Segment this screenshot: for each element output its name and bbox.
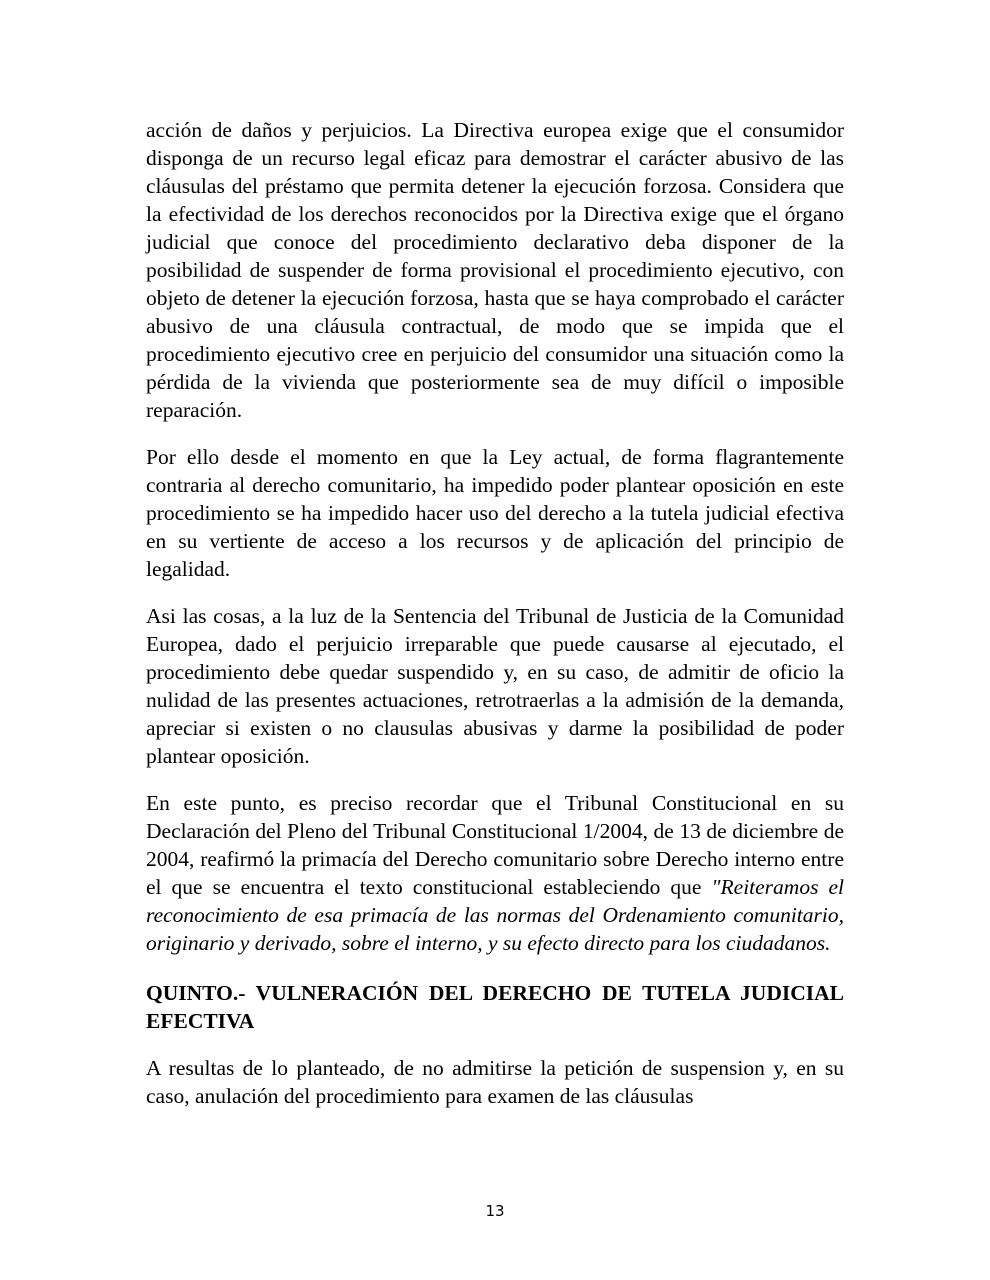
paragraph-tribunal-constitucional bbox=[146, 789, 844, 957]
document-body bbox=[146, 116, 844, 1129]
paragraph-a-resultas: A resultas de lo planteado, de no admitirse la petición de suspension y, en su caso, anulación del procedimiento para examen de las cláusulas bbox=[146, 1056, 844, 1108]
paragraph-asi-las-cosas: Asi las cosas, a la luz de la Sentencia del Tribunal de Justicia de la Comunidad Europea, dado el perjuicio irreparable que puede causarse al ejecutado, el procedimiento debe quedar suspendido y, en su caso, de admitir de oficio la nulidad de las presentes actuaciones, retrotraerlas a la admisión de la demanda, apreciar si existen o no clausulas abusivas y darme la posibilidad de poder plantear oposición. bbox=[146, 604, 844, 768]
paragraph-tribunal-constitucional-text: En este punto, es preciso recordar que el Tribunal Constitucional en su Declaración del Pleno del Tribunal Constitucional 1/2004, de 13 de diciembre de 2004, reafirmó la primacía del Derecho comunitario sobre Derecho interno entre el que se encuentra el texto constitucional estableciendo que bbox=[146, 791, 844, 899]
paragraph-por-ello: Por ello desde el momento en que la Ley actual, de forma flagrantemente contraria al derecho comunitario, ha impedido poder plantear oposición en este procedimiento se ha impedido hacer uso del derecho a la tutela judicial efectiva en su vertiente de acceso a los recursos y de aplicación del principio de legalidad. bbox=[146, 445, 844, 581]
page-number: 13 bbox=[485, 1202, 505, 1220]
paragraph-directiva: acción de daños y perjuicios. La Directiva europea exige que el consumidor disponga de un recurso legal eficaz para demostrar el carácter abusivo de las cláusulas del préstamo que permita detener la ejecución forzosa. Considera que la efectividad de los derechos reconocidos por la Directiva exige que el órgano judicial que conoce del procedimiento declarativo deba disponer de la posibilidad de suspender de forma provisional el procedimiento ejecutivo, con objeto de detener la ejecución forzosa, hasta que se haya comprobado el carácter abusivo de una cláusula contractual, de modo que se impida que el procedimiento ejecutivo cree en perjuicio del consumidor una situación como la pérdida de la vivienda que posteriormente sea de muy difícil o imposible reparación. bbox=[146, 118, 844, 422]
quote-primacia: "Reiteramos el reconocimiento de esa primacía de las normas del Ordenamiento comunitario, originario y derivado, sobre el interno, y su efecto directo para los ciudadanos. bbox=[146, 875, 844, 955]
section-heading-quinto: QUINTO.- VULNERACIÓN DEL DERECHO DE TUTELA JUDICIAL EFECTIVA bbox=[146, 981, 844, 1033]
